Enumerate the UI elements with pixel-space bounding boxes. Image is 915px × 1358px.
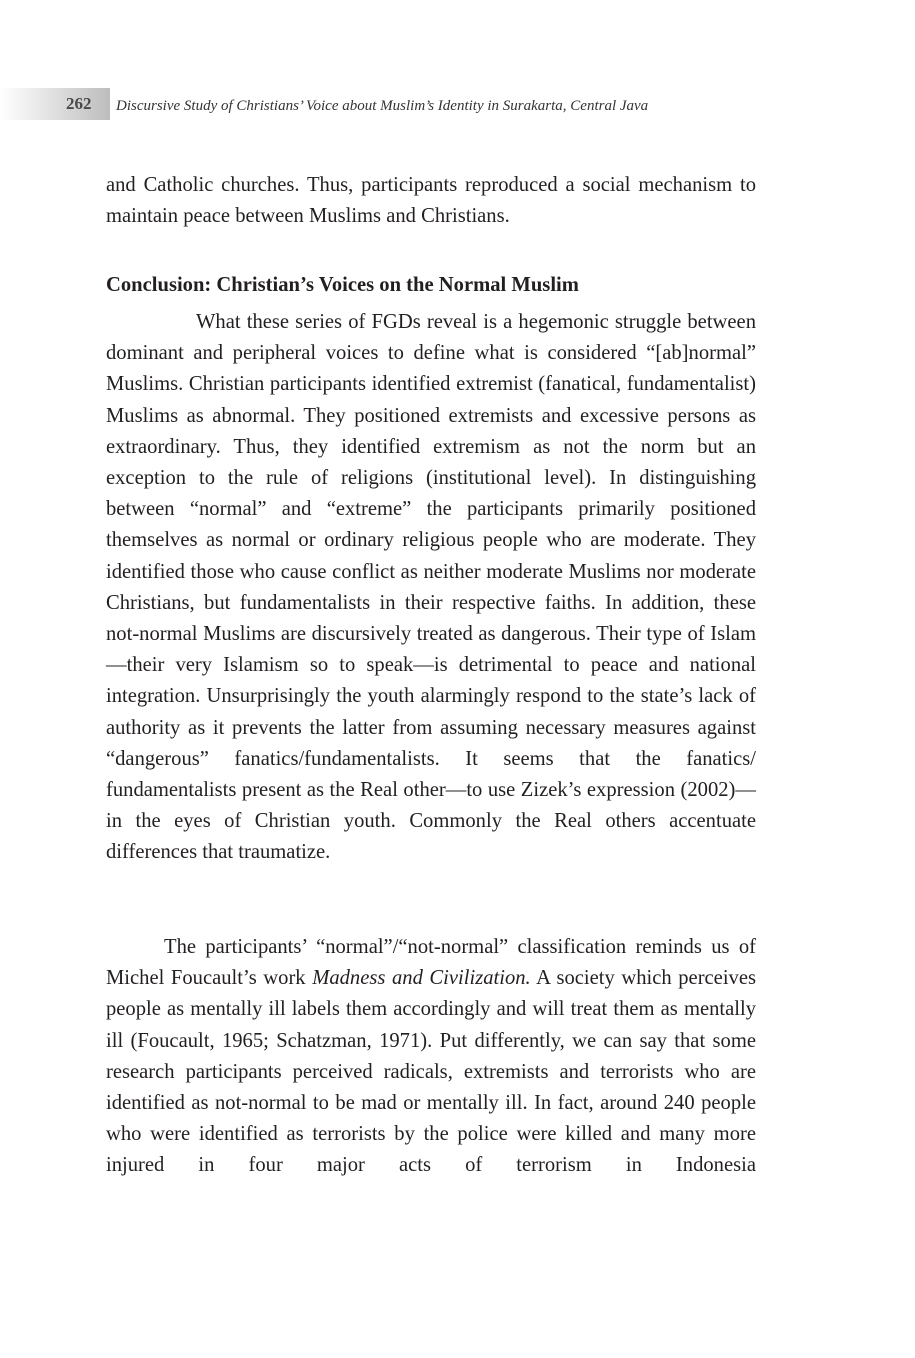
paragraph-1-block	[106, 307, 756, 869]
paragraph-2-text-start: The participants’ “normal”/“not-normal” classification reminds us of Michel Foucault’s work	[106, 936, 756, 990]
work-title: Madness and Civilization.	[312, 967, 531, 990]
paragraph-2-block	[106, 932, 756, 1182]
page-number: 262	[66, 94, 92, 113]
running-head-shade	[0, 88, 110, 120]
paragraph-1: What these series of FGDs reveal is a hegemonic struggle between dominant and peripheral voices to define what is considered “[ab]normal” Muslims. Christian participants identified extremist (fanatical, fundamentalist) Muslims as abnormal. They positioned extremists and excessive persons as extraordinary. Thus, they identified extremism as not the norm but an exception to the rule of religions (institutional level). In distinguishing between “normal” and “extreme” the participants primarily positioned themselves as normal or ordinary religious people who are moderate. They identified those who cause conflict as neither moderate Muslims nor moderate Christians, but fundamentalists in their respective faiths. In addition, these not-normal Muslims are discursively treated as dangerous. Their type of Islam—their very Islamism so to speak—is detrimental to peace and national integration. Unsurprisingly the youth alarmingly respond to the state’s lack of authority as it prevents the latter from assuming necessary measures against “dangerous” fanatics/fundamentalists. It seems that the fanatics/ fundamentalists present as the Real other—to use Zizek’s expression (2002)—in the eyes of Christian youth. Commonly the Real others accentuate differences that traumatize.	[106, 311, 756, 864]
paragraph-2-text-end: A society which perceives people as mentally ill labels them accordingly and will treat them as mentally ill (Foucault, 1965; Schatzman, 1971). Put differently, we can say that some research participants perceived radicals, extremists and terrorists who are identified as not-normal to be mad or mentally ill. In fact, around 240 people who were identified as terrorists by the police were killed and many more injured in four major acts of terrorism in Indonesia	[106, 967, 756, 1177]
running-head-title: Discursive Study of Christians’ Voice about Muslim’s Identity in Surakarta, Central Java	[116, 98, 649, 114]
section-heading: Conclusion: Christian’s Voices on the Normal Muslim	[106, 274, 579, 296]
lead-paragraph-block	[106, 170, 756, 232]
lead-paragraph: and Catholic churches. Thus, participants reproduced a social mechanism to maintain peace between Muslims and Christians.	[106, 174, 756, 228]
paragraph-2	[106, 932, 756, 1182]
